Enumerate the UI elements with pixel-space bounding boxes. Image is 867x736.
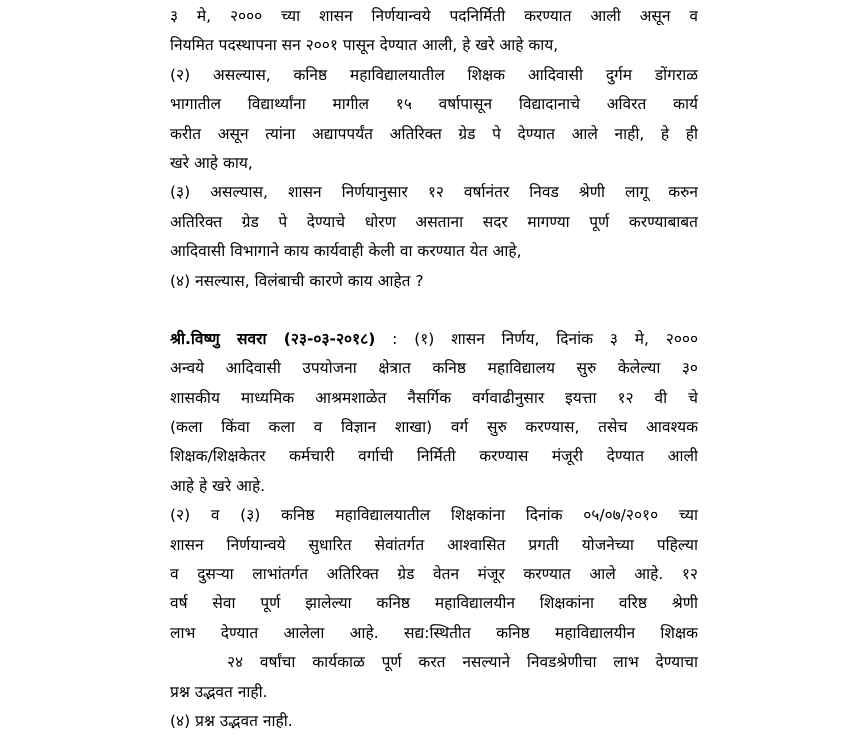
answer-line: अन्वये आदिवासी उपयोजना क्षेत्रात कनिष्ठ महाविद्यालय सुरु केलेल्या ३०	[170, 359, 698, 378]
question-line: भागातील विद्यार्थ्यांना मागील १५ वर्षापासून विद्यादानाचे अविरत कार्य	[170, 95, 698, 114]
question-line: (४) नसल्यास, विलंबाची कारणे काय आहेत ?	[170, 271, 424, 290]
question-line: ३ मे, २००० च्या शासन निर्णयान्वये पदनिर्मिती करण्यात आली असून व	[170, 7, 698, 25]
question-line: (२) असल्यास, कनिष्ठ महाविद्यालयातील शिक्षक आदिवासी दुर्गम डोंगराळ	[170, 65, 698, 84]
answer-line: २४ वर्षांचा कार्यकाळ पूर्ण करत नसल्याने निवडश्रेणीचा लाभ देण्याचा	[227, 653, 698, 672]
question-line: नियमित पदस्थापना सन २००१ पासून देण्यात आली, हे खरे आहे काय,	[170, 36, 559, 55]
answer-first-line-rest: : (१) शासन निर्णय, दिनांक ३ मे, २०००	[375, 329, 698, 348]
answer-line: (२) व (३) कनिष्ठ महाविद्यालयातील शिक्षकांना दिनांक ०५/०७/२०१० च्या	[170, 506, 698, 525]
answer-line: वर्ष सेवा पूर्ण झालेल्या कनिष्ठ महाविद्यालयीन शिक्षकांना वरिष्ठ श्रेणी	[170, 594, 698, 613]
answer-line: शासन निर्णयान्वये सुधारित सेवांतर्गत आश्वासित प्रगती योजनेच्या पहिल्या	[170, 535, 698, 554]
question-line: आदिवासी विभागाने काय कार्यवाही केली वा करण्यात येत आहे,	[170, 242, 522, 261]
paragraph-gap	[170, 296, 698, 325]
answer-line: शासकीय माध्यमिक आश्रमशाळेत नैसर्गिक वर्गवाढीनुसार इयत्ता १२ वी चे	[170, 388, 698, 407]
question-block	[170, 2, 698, 296]
question-line: करीत असून त्यांना अद्यापपर्यंत अतिरिक्त ग्रेड पे देण्यात आले नाही, हे ही	[170, 124, 698, 143]
question-line: अतिरिक्त ग्रेड पे देण्याचे धोरण असताना सदर मागण्या पूर्ण करण्याबाबत	[170, 212, 698, 231]
answer-line: आहे हे खरे आहे.	[170, 476, 266, 495]
answer-speaker: श्री.विष्णु सवरा (२३-०३-२०१८)	[170, 329, 376, 348]
document-page	[170, 2, 698, 736]
answer-first-line	[170, 325, 698, 354]
answer-line: शिक्षक/शिक्षकेतर कर्मचारी वर्गाची निर्मिती करण्यास मंजूरी देण्यात आली	[170, 447, 698, 466]
answer-block	[170, 325, 698, 736]
answer-line: लाभ देण्यात आलेला आहे. सद्य:स्थितीत कनिष्ठ महाविद्यालयीन शिक्षक	[170, 623, 698, 642]
question-line: (३) असल्यास, शासन निर्णयानुसार १२ वर्षानंतर निवड श्रेणी लागू करुन	[170, 183, 698, 202]
answer-line: (कला किंवा कला व विज्ञान शाखा) वर्ग सुरु करण्यास, तसेच आवश्यक	[170, 418, 698, 437]
answer-line: (४) प्रश्न उद्भवत नाही.	[170, 711, 293, 730]
answer-line: व दुसऱ्या लाभांतर्गत अतिरिक्त ग्रेड वेतन मंजूर करण्यात आले आहे. १२	[170, 565, 698, 584]
answer-line: प्रश्न उद्भवत नाही.	[170, 682, 268, 701]
question-line: खरे आहे काय,	[170, 153, 253, 172]
